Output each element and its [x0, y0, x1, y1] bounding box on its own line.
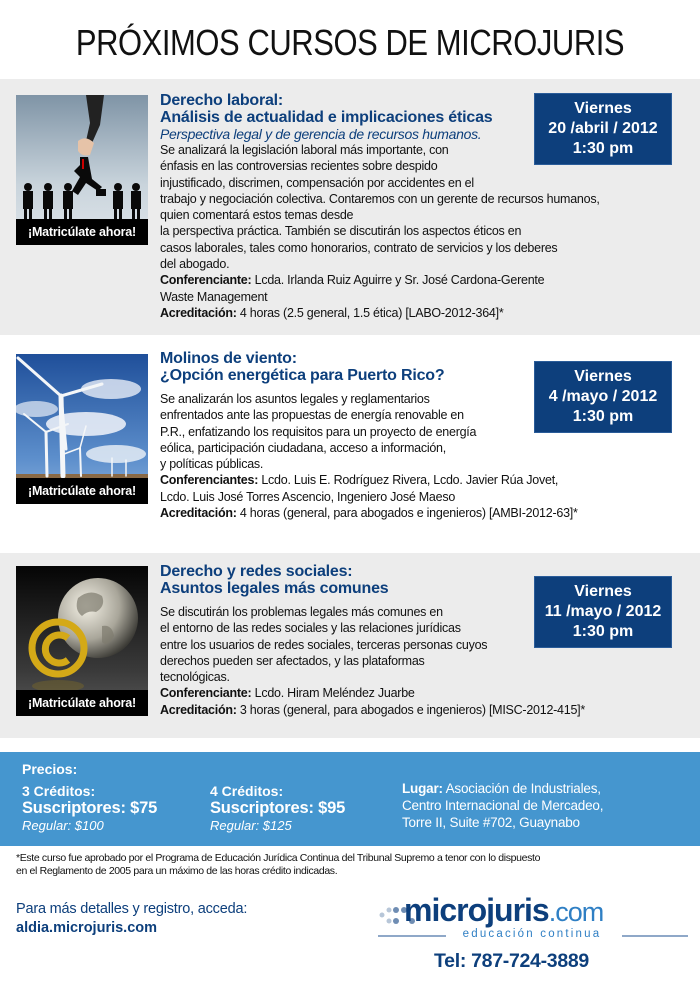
description-line: Se analizará la legislación laboral más importante, con	[160, 143, 449, 157]
description-line: casos laborales, tales como honorarios, contrato de servicios y los deberes	[160, 240, 558, 255]
speaker-names: Lcdo. Hiram Meléndez Juarbe	[251, 686, 415, 701]
course-image-businessmen[interactable]	[16, 95, 148, 245]
course-card-molinos-de-viento	[0, 335, 700, 553]
course-title-line: Derecho y redes sociales:	[160, 563, 353, 580]
tier-regular-price: Regular: $125	[210, 818, 292, 833]
location-label: Lugar:	[402, 781, 443, 796]
enroll-button[interactable]: ¡Matricúlate ahora!	[16, 690, 148, 716]
description-line: tecnológicas.	[160, 670, 230, 685]
tier-credits: 3 Créditos:	[22, 783, 96, 799]
course-date-box	[534, 93, 672, 165]
course-accreditation	[160, 702, 688, 718]
location-line: Torre II, Suite #702, Guaynabo	[402, 815, 580, 830]
course-speaker-cont: Waste Management	[160, 289, 268, 304]
prices-band	[0, 752, 700, 846]
course-subtitle: Perspectiva legal y de gerencia de recursos humanos.	[160, 126, 482, 142]
location-line: Asociación de Industriales,	[442, 781, 601, 796]
tier-regular-price: Regular: $100	[22, 818, 104, 833]
event-location	[402, 780, 603, 831]
date-time: 1:30 pm	[572, 140, 634, 157]
price-tier-3-credits	[22, 783, 157, 833]
registration-link[interactable]: aldia.microjuris.com	[16, 920, 158, 936]
accreditation-value: 4 horas (general, para abogados e ingenieros) [AMBI-2012-63]*	[236, 506, 578, 521]
course-date-box	[534, 576, 672, 648]
course-title-line: Derecho laboral:	[160, 92, 284, 109]
course-title-line: Molinos de viento:	[160, 350, 297, 367]
date-value: 20 /abril / 2012	[548, 120, 658, 137]
speaker-label: Conferenciante:	[160, 686, 252, 701]
date-time: 1:30 pm	[572, 623, 634, 640]
footnote	[16, 852, 696, 877]
description-line: y políticas públicas.	[160, 457, 264, 472]
description-line: enfrentados ante las propuestas de energía renovable en	[160, 408, 464, 423]
date-value: 4 /mayo / 2012	[548, 388, 658, 405]
speaker-label: Conferenciante:	[160, 273, 252, 288]
logo-word: microjuris	[404, 892, 549, 928]
accreditation-label: Acreditación:	[160, 506, 237, 521]
price-tier-4-credits	[210, 783, 345, 833]
description-line: Se analizarán los asuntos legales y reglamentarios	[160, 392, 430, 406]
enroll-button[interactable]: ¡Matricúlate ahora!	[16, 219, 148, 245]
footnote-line: en el Reglamento de 2005 para un máximo de las horas crédito indicadas.	[16, 864, 338, 877]
footnote-line: *Este curso fue aprobado por el Programa de Educación Jurídica Continua del Tribunal Supremo a tenor con lo dispuesto	[16, 852, 541, 864]
speaker-label: Conferenciantes:	[160, 473, 259, 488]
course-image-globe-copyright[interactable]	[16, 566, 148, 716]
speaker-names: Lcda. Irlanda Ruiz Aguirre y Sr. José Cardona-Gerente	[251, 273, 545, 288]
description-line: P.R., enfatizando los requisitos para un proyecto de energía	[160, 424, 477, 439]
course-title-line: ¿Opción energética para Puerto Rico?	[160, 367, 445, 384]
date-day: Viernes	[574, 583, 632, 600]
description-line: del abogado.	[160, 257, 230, 272]
prices-heading: Precios:	[22, 761, 78, 777]
description-line: énfasis en las controversias recientes sobre despido	[160, 159, 438, 174]
course-speaker-cont: Lcdo. Luis José Torres Ascencio, Ingeniero José Maeso	[160, 489, 456, 504]
course-accreditation	[160, 305, 688, 321]
microjuris-logo[interactable]	[374, 892, 690, 946]
logo-tagline: educación continua	[462, 928, 602, 940]
description-line: entre los usuarios de redes sociales, terceras personas cuyos	[160, 637, 488, 652]
course-accreditation	[160, 505, 688, 521]
description-line: injustificado, discrimen, compensación por accidentes en el	[160, 175, 474, 190]
date-value: 11 /mayo / 2012	[544, 603, 662, 620]
logo-tld: .com	[548, 897, 604, 927]
accreditation-value: 3 horas (general, para abogados e ingenieros) [MISC-2012-415]*	[236, 702, 586, 717]
speaker-names: Lcdo. Luis E. Rodríguez Rivera, Lcdo. Javier Rúa Jovet,	[258, 473, 559, 488]
accreditation-label: Acreditación:	[160, 702, 237, 717]
phone-number[interactable]: Tel: 787-724-3889	[434, 950, 589, 972]
course-speaker	[160, 685, 688, 701]
course-speaker	[160, 472, 688, 488]
date-day: Viernes	[574, 368, 632, 385]
tier-credits: 4 Créditos:	[210, 783, 284, 799]
course-image-wind-turbines[interactable]	[16, 354, 148, 504]
description-line: Se discutirán los problemas legales más comunes en	[160, 605, 443, 619]
location-line: Centro Internacional de Mercadeo,	[402, 798, 604, 813]
description-line: el entorno de las redes sociales y las relaciones jurídicas	[160, 621, 461, 636]
page-title: PRÓXIMOS CURSOS DE MICROJURIS	[75, 22, 625, 63]
description-line: trabajo y negociación colectiva. Contaremos con un gerente de recursos humanos,	[160, 191, 600, 206]
enroll-button[interactable]: ¡Matricúlate ahora!	[16, 478, 148, 504]
tier-subscribers-price: Suscriptores: $75	[22, 799, 158, 817]
registration-info	[16, 900, 247, 938]
course-card-redes-sociales	[0, 553, 700, 738]
description-line: la perspectiva práctica. También se discutirán los aspectos éticos en	[160, 224, 522, 239]
date-day: Viernes	[574, 100, 632, 117]
logo-wordmark	[404, 892, 603, 929]
accreditation-value: 4 horas (2.5 general, 1.5 ética) [LABO-2012-364]*	[236, 305, 504, 320]
details-text: Para más detalles y registro, acceda:	[16, 901, 248, 917]
description-line: derechos pueden ser afectados, y las plataformas	[160, 653, 425, 668]
course-title-line: Análisis de actualidad e implicaciones éticas	[160, 109, 493, 126]
description-line: quien comentará estos temas desde	[160, 208, 354, 223]
description-line: eólica, participación ciudadana, acceso a información,	[160, 440, 446, 455]
course-title-line: Asuntos legales más comunes	[160, 580, 389, 597]
date-time: 1:30 pm	[572, 408, 634, 425]
course-card-derecho-laboral	[0, 79, 700, 335]
course-speaker	[160, 272, 688, 288]
tier-subscribers-price: Suscriptores: $95	[210, 799, 346, 817]
course-date-box	[534, 361, 672, 433]
accreditation-label: Acreditación:	[160, 305, 237, 320]
